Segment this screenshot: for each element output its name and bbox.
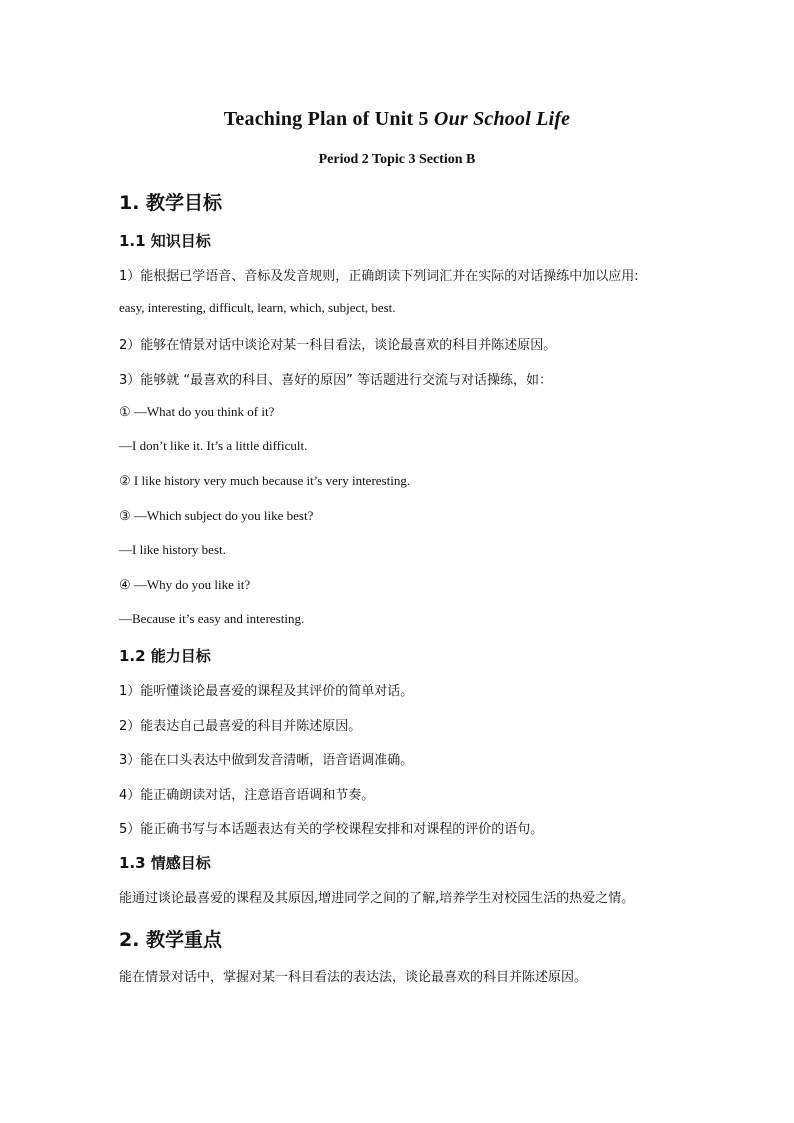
knowledge-item-1: 1）能根据已学语音、音标及发音规则，正确朗读下列词汇并在实际的对话操练中加以应用: <box>119 269 639 284</box>
document-title <box>0 108 794 131</box>
knowledge-item-2: 2）能够在情景对话中谈论对某一科目看法，谈论最喜欢的科目并陈述原因。 <box>119 338 557 353</box>
document-subtitle: Period 2 Topic 3 Section B <box>318 152 476 167</box>
key-point-text: 能在情景对话中，掌握对某一科目看法的表达法，谈论最喜欢的科目并陈述原因。 <box>119 970 588 985</box>
section-1-2-heading: 1.2 能力目标 <box>119 647 211 665</box>
dialogue-line-6: ④ —Why do you like it? <box>119 577 251 592</box>
emotion-goal-text: 能通过谈论最喜爱的课程及其原因,增进同学之间的了解,培养学生对校园生活的热爱之情。 <box>119 891 635 906</box>
section-2-heading: 2. 教学重点 <box>119 929 223 951</box>
dialogue-line-5: —I like history best. <box>119 542 226 557</box>
ability-item-1: 1）能听懂谈论最喜爱的课程及其评价的简单对话。 <box>119 684 414 699</box>
ability-item-4: 4）能正确朗读对话，注意语音语调和节奏。 <box>119 788 375 803</box>
ability-item-2: 2）能表达自己最喜爱的科目并陈述原因。 <box>119 719 362 734</box>
vocabulary-list: easy, interesting, difficult, learn, which, subject, best. <box>119 300 396 315</box>
dialogue-line-2: —I don’t like it. It’s a little difficult. <box>119 438 308 453</box>
dialogue-line-1: ① —What do you think of it? <box>119 404 275 419</box>
ability-item-3: 3）能在口头表达中做到发音清晰，语音语调准确。 <box>119 753 414 768</box>
dialogue-line-7: —Because it’s easy and interesting. <box>119 611 305 626</box>
knowledge-item-3: 3）能够就 “最喜欢的科目、喜好的原因” 等话题进行交流与对话操练，如： <box>119 373 553 388</box>
section-1-3-heading: 1.3 情感目标 <box>119 854 211 872</box>
dialogue-line-4: ③ —Which subject do you like best? <box>119 508 314 523</box>
title-italic: Our School Life <box>433 108 571 130</box>
title-main: Teaching Plan of Unit 5 <box>223 108 434 130</box>
section-1-1-heading: 1.1 知识目标 <box>119 232 211 250</box>
ability-item-5: 5）能正确书写与本话题表达有关的学校课程安排和对课程的评价的语句。 <box>119 822 544 837</box>
section-1-heading: 1. 教学目标 <box>119 192 223 214</box>
dialogue-line-3: ② I like history very much because it’s very interesting. <box>119 473 411 488</box>
